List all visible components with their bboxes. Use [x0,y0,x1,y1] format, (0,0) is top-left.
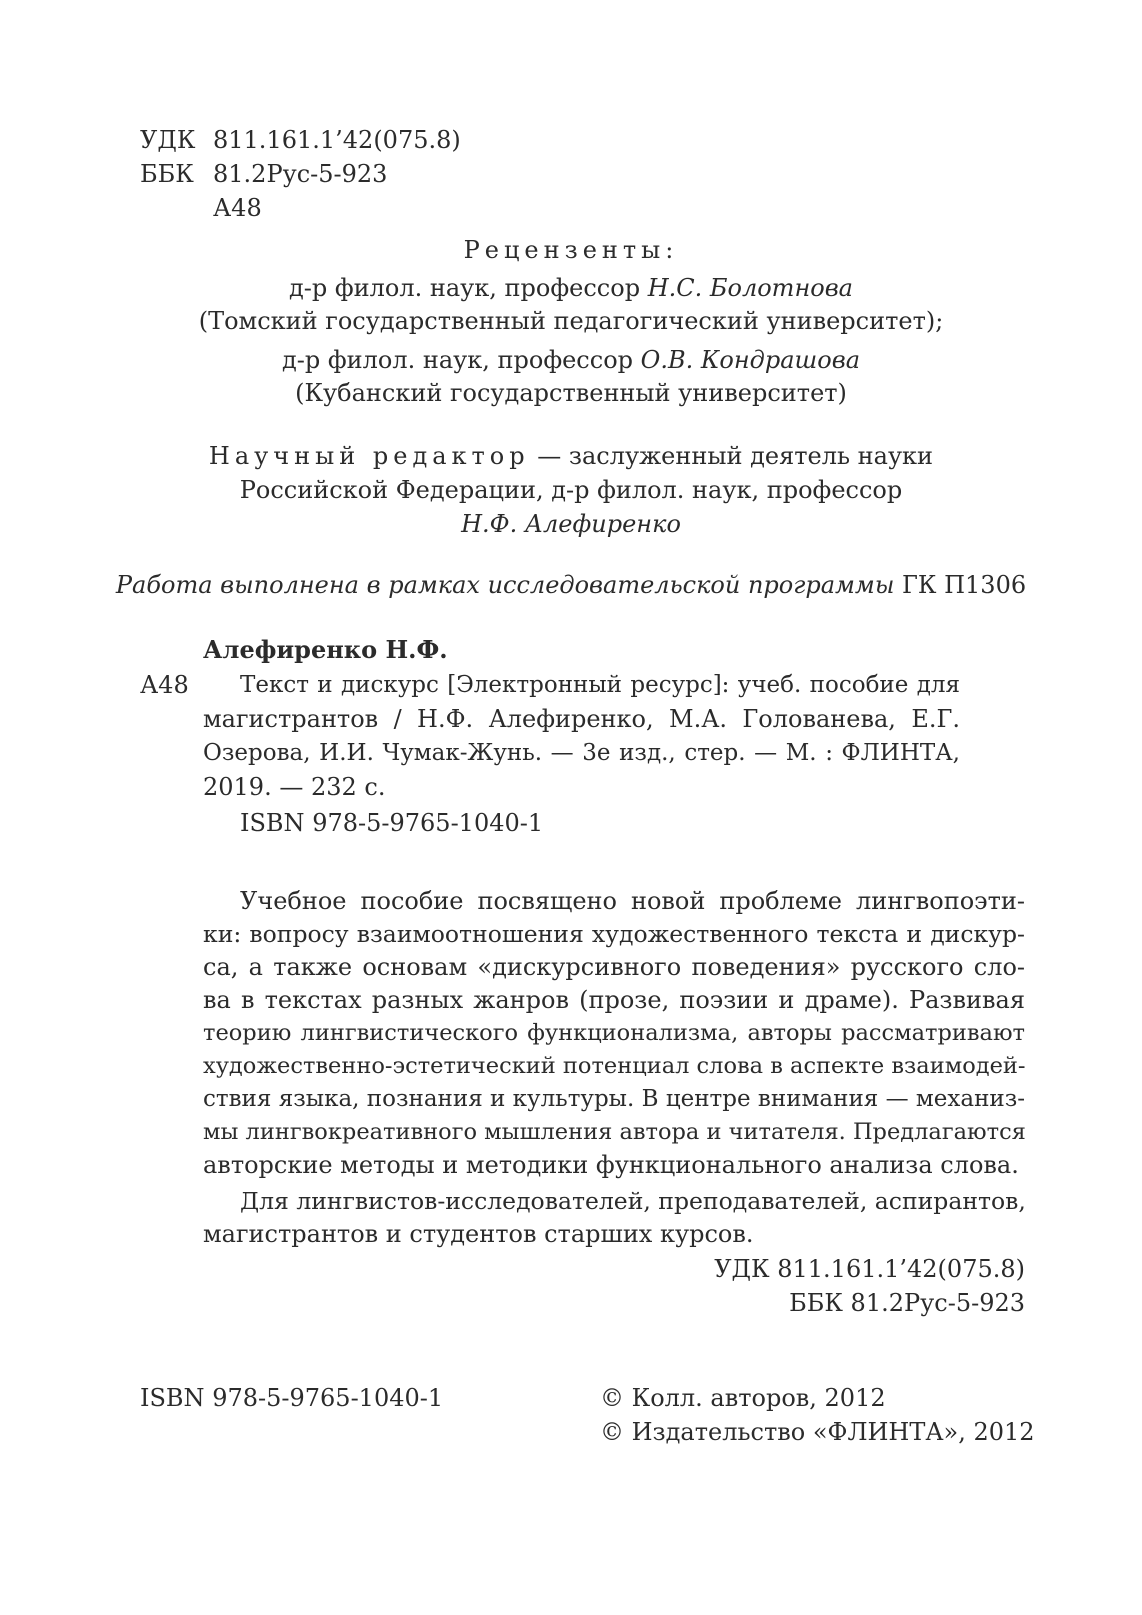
editor-line-1 [0,441,1142,471]
abstract-line: художественно-эстетический потенциал слова в аспекте взаимодей- [203,1053,1026,1079]
program-note-code: ГК П1306 [894,571,1027,599]
editor-line-1-rest: — заслуженный деятель науки [529,442,934,470]
reviewer-1-org: (Томский государственный педагогический университет); [198,307,944,335]
abstract-udk: УДК 811.161.1’42(075.8) [714,1255,1025,1283]
footer-isbn: ISBN 978-5-9765-1040-1 [140,1384,444,1412]
bib-line: 2019. — 232 с. [203,773,386,801]
udk-label: УДК [140,126,196,154]
bib-line: Текст и дискурс [Электронный ресурс]: учеб. пособие для [240,672,960,698]
reviewer-1-title: д-р филол. наук, профессор [289,274,648,302]
reviewer-2 [0,345,1142,375]
abstract-line: Учебное пособие посвящено новой проблеме лингвопоэти- [240,887,1025,915]
abstract-line: теорию лингвистического функционализма, авторы рассматривают [203,1020,1025,1046]
abstract-line: са, а также основам «дискурсивного поведения» русского сло- [203,953,1025,981]
abstract-line: ва в текстах разных жанров (прозе, поэзии и драме). Развивая [203,986,1025,1014]
copyright-authors: © Колл. авторов, 2012 [600,1384,886,1412]
abstract-bbk: ББК 81.2Рус-5-923 [789,1289,1025,1317]
program-note-text: Работа выполнена в рамках исследовательской программы [115,571,895,599]
abstract-line: ки: вопросу взаимоотношения художественного текста и дискур- [203,920,1025,948]
abstract-line: мы лингвокреативного мышления автора и читателя. Предлагаются [203,1119,1026,1145]
editor-label: Научный редактор [208,442,530,470]
udk-code: 811.161.1’42(075.8) [213,126,461,154]
author-mark: А48 [213,194,262,222]
reviewer-2-name: О.В. Кондрашова [640,346,861,374]
program-note [0,570,1142,600]
abstract-line: ствия языка, познания и культуры. В центре внимания — механиз- [203,1086,1026,1112]
bib-mark: А48 [140,671,189,699]
reviewer-2-org: (Кубанский государственный университет) [295,379,847,407]
abstract-line: авторские методы и методики функционального анализа слова. [203,1151,1019,1179]
reviewer-1 [0,273,1142,303]
bib-author: Алефиренко Н.Ф. [203,635,448,664]
bbk-code: 81.2Рус-5-923 [213,160,388,188]
audience-line: магистрантов и студентов старших курсов. [203,1220,754,1248]
editor-name: Н.Ф. Алефиренко [461,510,681,538]
reviewers-heading: Рецензенты: [463,236,679,264]
reviewer-2-title: д-р филол. наук, профессор [281,346,641,374]
copyright-publisher: © Издательство «ФЛИНТА», 2012 [600,1418,1035,1446]
bib-line: магистрантов / Н.Ф. Алефиренко, М.А. Голованева, Е.Г. [203,705,960,733]
audience-line: Для лингвистов-исследователей, преподавателей, аспирантов, [240,1187,1026,1215]
editor-line-2: Российской Федерации, д-р филол. наук, профессор [239,476,903,504]
reviewer-1-name: Н.С. Болотнова [647,274,853,302]
bbk-label: ББК [140,160,194,188]
bib-line: Озерова, И.И. Чумак-Жунь. — 3е изд., стер. — М. : ФЛИНТА, [203,740,960,766]
bib-isbn: ISBN 978-5-9765-1040-1 [240,809,544,837]
